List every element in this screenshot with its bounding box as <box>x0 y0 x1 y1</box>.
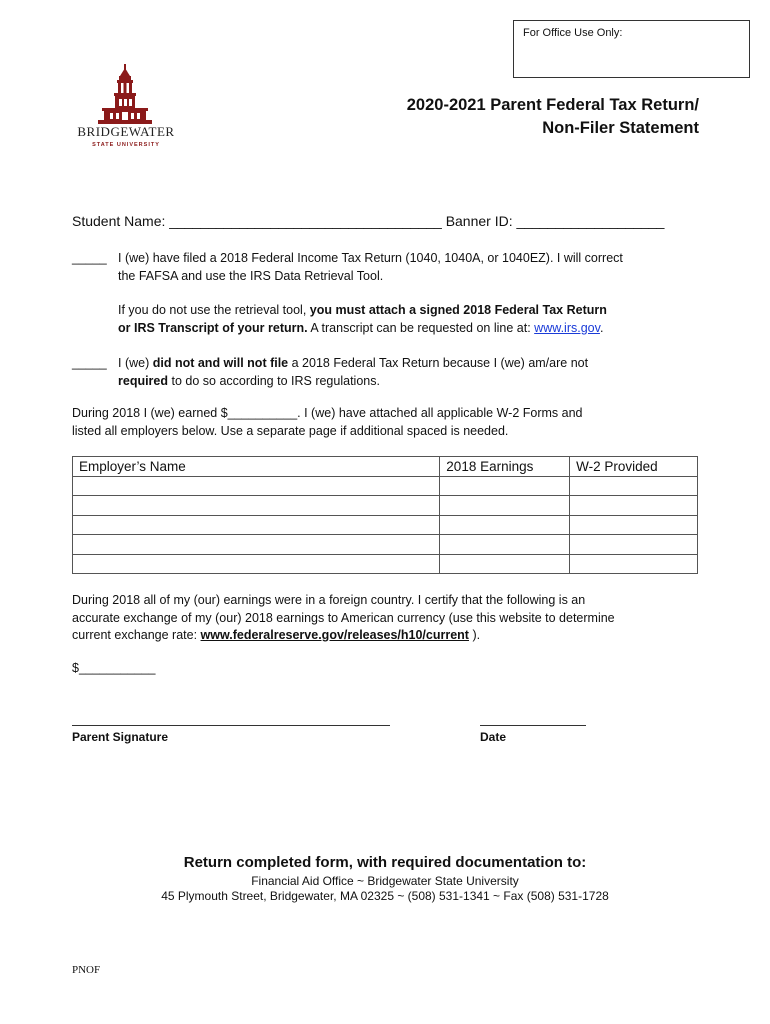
option1-checkbox-blank[interactable]: _____ <box>72 251 107 265</box>
foreign-amount-field[interactable]: $___________ <box>72 661 156 675</box>
table-row <box>73 476 698 496</box>
option2-post: a 2018 Federal Tax Return because I (we) am/are not <box>288 356 589 370</box>
parent-signature-label: Parent Signature <box>72 730 169 744</box>
logo-wordmark: BRIDGEWATER <box>77 124 175 139</box>
title-line-2: Non-Filer Statement <box>542 119 699 137</box>
date-label: Date <box>480 730 507 744</box>
office-use-box <box>513 20 750 78</box>
employer-name-cell[interactable] <box>73 535 440 555</box>
earnings-cell[interactable] <box>440 554 570 574</box>
table-row <box>73 496 698 516</box>
return-address: 45 Plymouth Street, Bridgewater, MA 02325 ~ (508) 531-1341 ~ Fax (508) 531-1728 <box>161 889 609 903</box>
earnings-cell[interactable] <box>440 515 570 535</box>
logo-subtitle: STATE UNIVERSITY <box>92 142 160 148</box>
option2-text <box>118 355 718 390</box>
foreign-earnings-statement <box>72 592 722 645</box>
option2-pre: I (we) <box>118 356 153 370</box>
w2-cell[interactable] <box>570 515 698 535</box>
page-title <box>407 94 699 140</box>
employer-name-cell[interactable] <box>73 496 440 516</box>
employer-name-cell[interactable] <box>73 476 440 496</box>
foreign-line-3-pre: current exchange rate: <box>72 628 201 642</box>
instruction-period: . <box>599 320 604 335</box>
option1-instruction <box>118 302 718 337</box>
w2-cell[interactable] <box>570 476 698 496</box>
option2-bold: did not and will not file <box>152 356 289 370</box>
table-header-row <box>73 457 698 477</box>
office-use-label: For Office Use Only: <box>523 27 623 39</box>
student-info-row <box>72 213 664 229</box>
foreign-line-3-post: ). <box>468 628 481 642</box>
university-logo <box>68 62 188 157</box>
foreign-line-1: During 2018 all of my (our) earnings were in a foreign country. I certify that the following is an <box>72 593 586 607</box>
employer-name-cell[interactable] <box>73 554 440 574</box>
foreign-line-2: accurate exchange of my (our) 2018 earnings to American currency (use this website to determine <box>72 610 615 625</box>
option1-line-2: the FAFSA and use the IRS Data Retrieval Tool. <box>118 268 384 283</box>
employer-name-cell[interactable] <box>73 515 440 535</box>
return-office: Financial Aid Office ~ Bridgewater State University <box>251 874 519 888</box>
banner-id-label: Banner ID: <box>445 213 513 229</box>
title-line-1: 2020-2021 Parent Federal Tax Return/ <box>406 96 699 114</box>
bell-tower-icon <box>68 62 184 124</box>
federal-reserve-link[interactable]: www.federalreserve.gov/releases/h10/current <box>200 628 469 642</box>
instruction-bold-1: you must attach a signed 2018 Federal Tax Return <box>309 303 607 317</box>
option1-text <box>118 250 718 337</box>
parent-signature-line[interactable] <box>72 725 390 726</box>
irs-link[interactable]: www.irs.gov <box>534 320 600 335</box>
earnings-cell[interactable] <box>440 535 570 555</box>
instruction-bold-2: or IRS Transcript of your return. <box>118 320 308 335</box>
date-line[interactable] <box>480 725 586 726</box>
header-earnings: 2018 Earnings <box>440 457 570 477</box>
earnings-statement <box>72 405 712 440</box>
instruction-end: A transcript can be requested on line at: <box>307 320 535 335</box>
w2-cell[interactable] <box>570 535 698 555</box>
table-row <box>73 535 698 555</box>
w2-cell[interactable] <box>570 554 698 574</box>
earnings-cell[interactable] <box>440 496 570 516</box>
option2-post-2: to do so according to IRS regulations. <box>168 373 380 388</box>
instruction-start: If you do not use the retrieval tool, <box>118 303 310 317</box>
banner-id-field[interactable]: ___________________ <box>516 213 665 229</box>
table-row <box>73 554 698 574</box>
earnings-line-2: listed all employers below. Use a separate page if additional spaced is needed. <box>72 423 509 438</box>
option2-checkbox-blank[interactable]: _____ <box>72 356 107 370</box>
employer-table <box>72 456 698 574</box>
header-employer-name: Employer’s Name <box>73 457 440 477</box>
option2-bold-required: required <box>118 373 169 388</box>
return-heading: Return completed form, with required documentation to: <box>183 854 587 871</box>
earnings-cell[interactable] <box>440 476 570 496</box>
student-name-label: Student Name: <box>72 213 166 229</box>
table-row <box>73 515 698 535</box>
w2-cell[interactable] <box>570 496 698 516</box>
option1-line-1: I (we) have filed a 2018 Federal Income Tax Return (1040, 1040A, or 1040EZ). I will correct <box>118 251 623 265</box>
earnings-line-1: During 2018 I (we) earned $__________. I (we) have attached all applicable W-2 Forms and <box>72 406 583 420</box>
header-w2-provided: W-2 Provided <box>570 457 698 477</box>
form-code: PNOF <box>72 964 101 976</box>
student-name-field[interactable]: ___________________________________ <box>169 213 442 229</box>
